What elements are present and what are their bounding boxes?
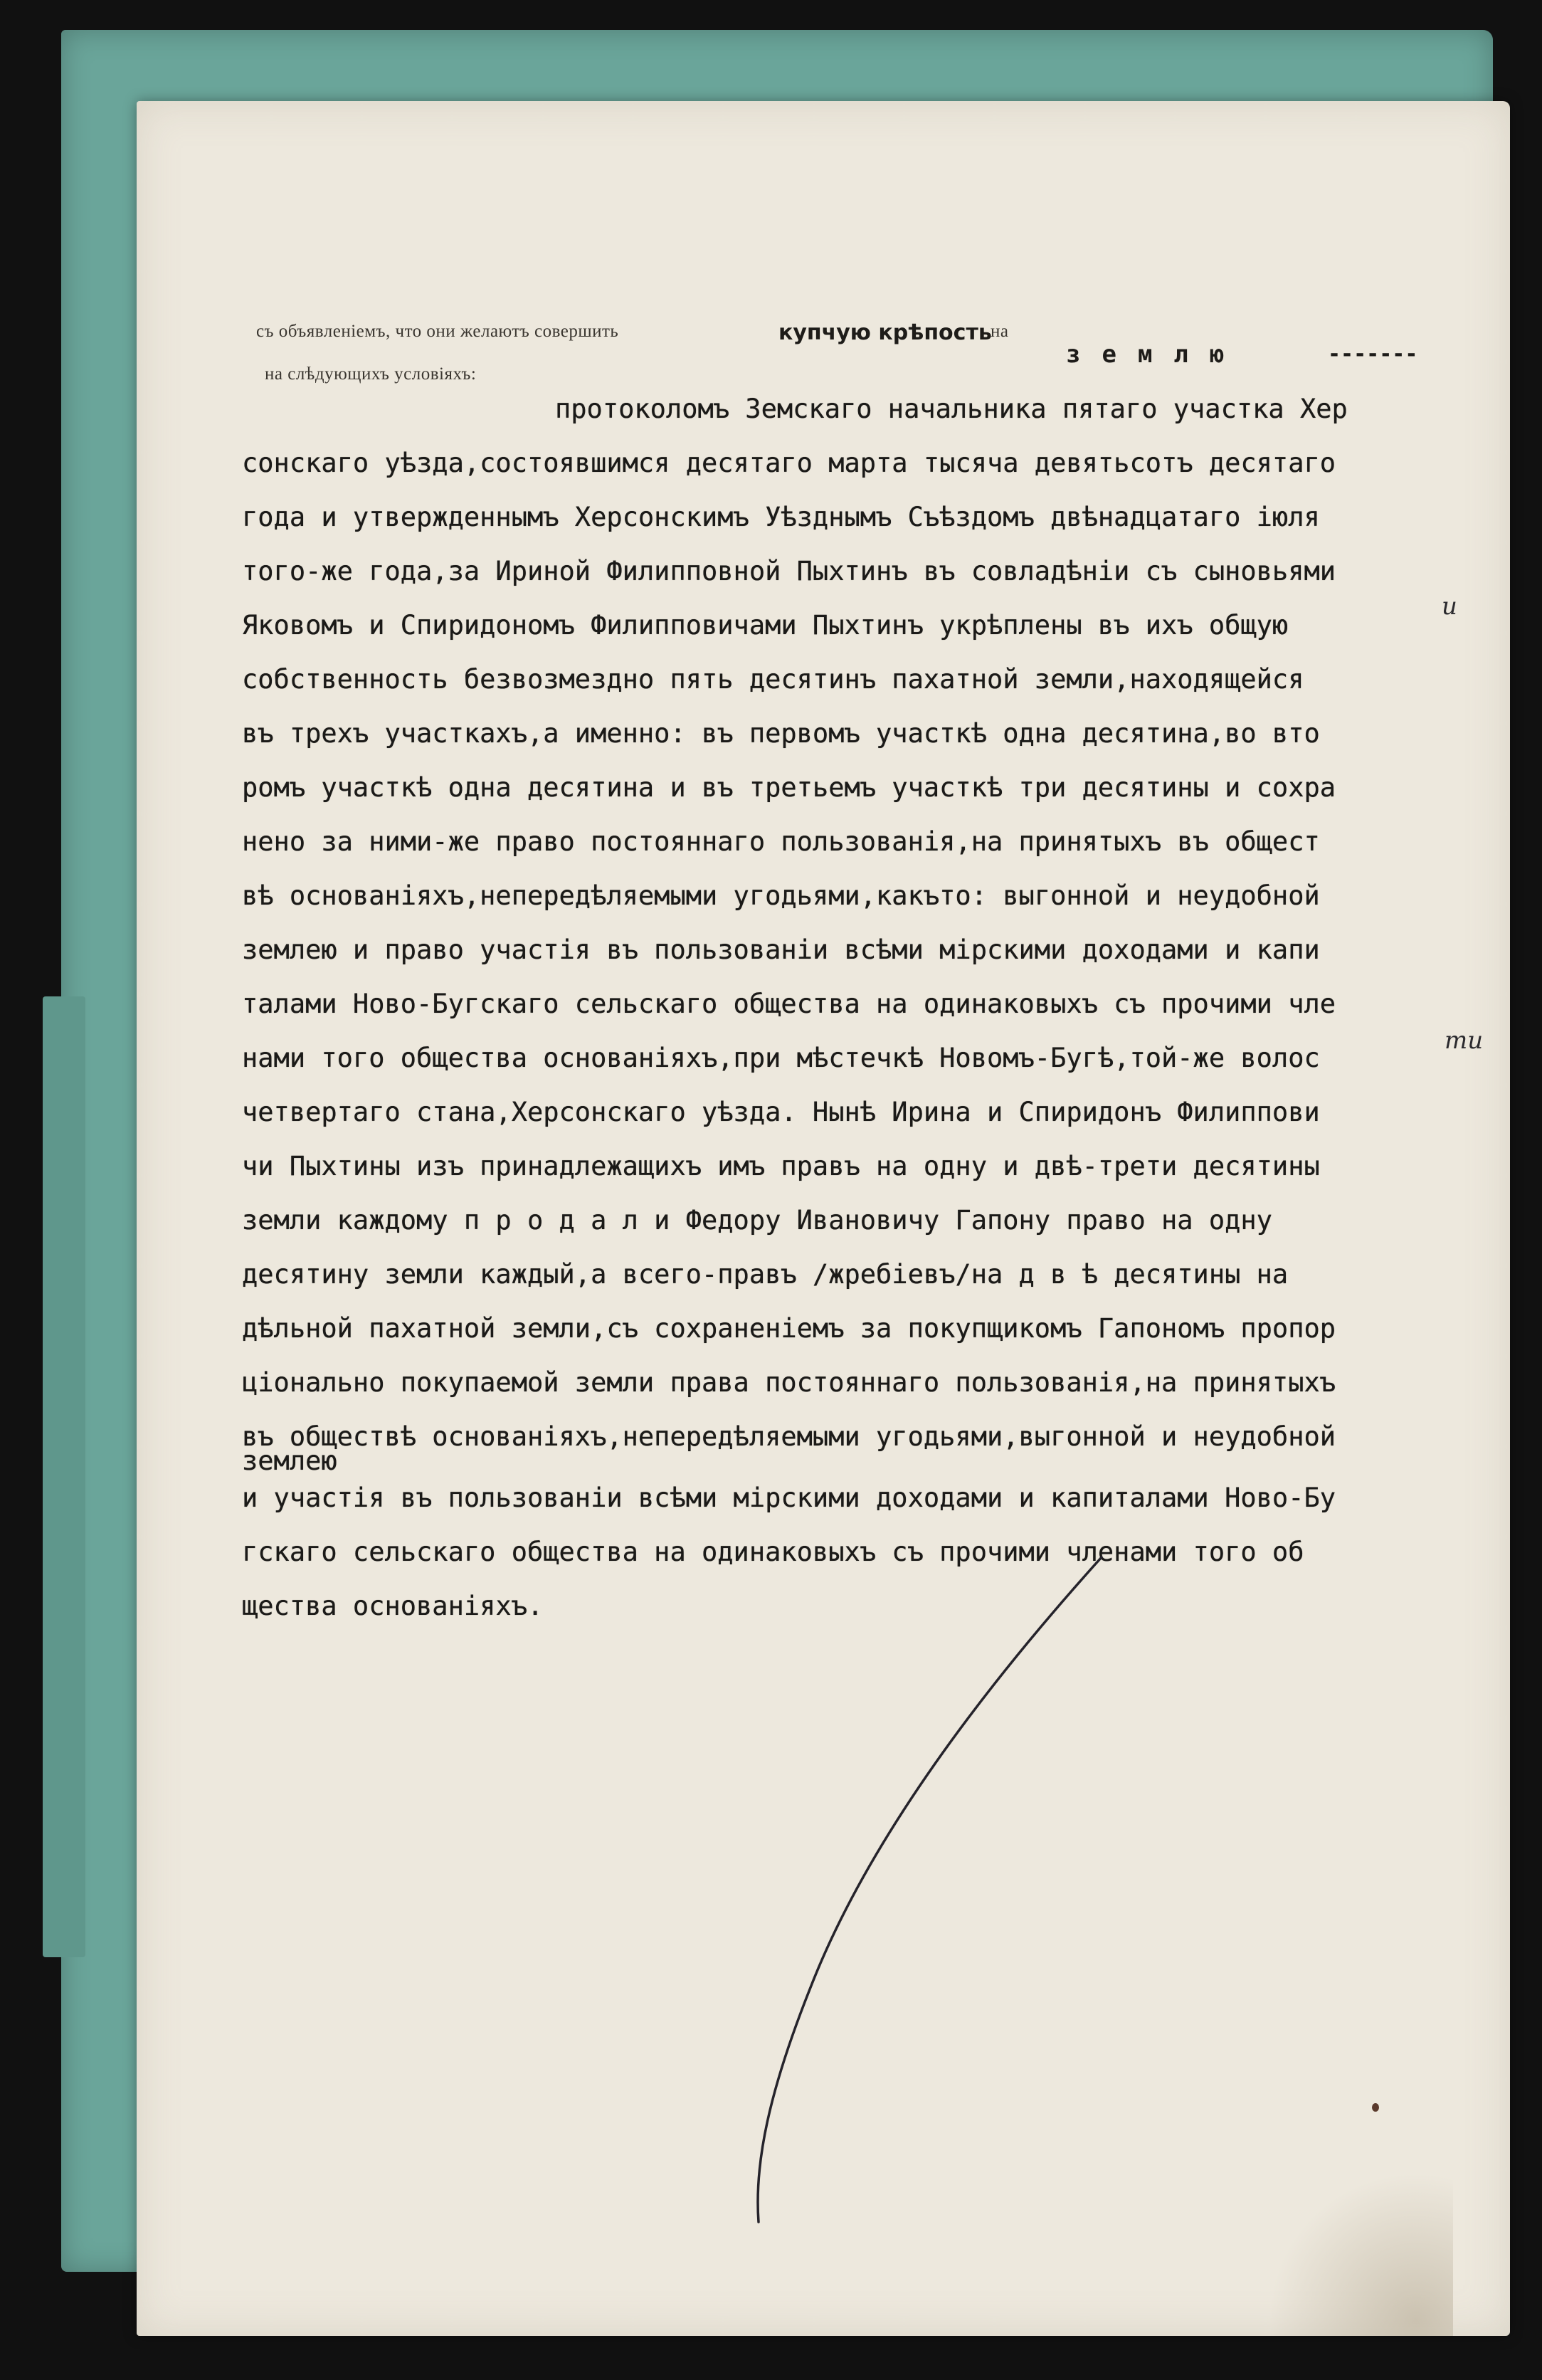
closing-line: гскаго сельскаго общества на одинаковыхъ съ прочими членами того об	[242, 1537, 1304, 1567]
body-line: вѣ основаніяхъ,непередѣляемыми угодьями,какъто: выгонной и неудобной	[242, 880, 1320, 911]
subject-word: землю	[1066, 340, 1246, 369]
inserted-word: землею	[242, 1446, 337, 1476]
printed-header-line1: съ объявленіемъ, что они желаютъ совершить	[256, 322, 619, 341]
body-line: протоколомъ Земскаго начальника пятаго участка Хер	[555, 394, 1348, 424]
body-line: десятину земли каждый,а всего-правъ /жребіевъ/на д в ѣ десятины на	[242, 1259, 1289, 1290]
handwritten-annotation: и	[1442, 592, 1457, 621]
closing-line: щества основаніяхъ.	[242, 1591, 544, 1621]
body-line: талами Ново-Бугскаго сельскаго общества на одинаковыхъ съ прочими чле	[242, 989, 1336, 1019]
body-line: собственность безвозмездно пять десятинъ пахатной земли,находящейся	[242, 664, 1304, 695]
body-line: въ обществѣ основаніяхъ,непередѣляемыми угодьями,выгонной и неудобной	[242, 1421, 1336, 1452]
body-line: земли каждому п р о д а л и Федору Ивановичу Гапону право на одну	[242, 1205, 1272, 1236]
body-line: нами того общества основаніяхъ,при мѣстечкѣ Новомъ-Бугѣ,той-же волос	[242, 1043, 1320, 1073]
body-line: Яковомъ и Спиридономъ Филипповичами Пыхтинъ укрѣплены въ ихъ общую	[242, 610, 1289, 641]
subject-dashes: -------	[1328, 342, 1418, 367]
ink-spot	[1372, 2103, 1379, 2112]
body-line: чи Пыхтины изъ принадлежащихъ имъ правъ на одну и двѣ-трети десятины	[242, 1151, 1320, 1181]
closing-line: и участія въ пользованіи всѣми мірскими доходами и капиталами Ново-Бу	[242, 1483, 1336, 1513]
body-line: ромъ участкѣ одна десятина и въ третьемъ участкѣ три десятины и сохра	[242, 772, 1336, 803]
body-line: ціонально покупаемой земли права постояннаго пользованія,на принятыхъ	[242, 1367, 1336, 1398]
body-line: въ трехъ участкахъ,а именно: въ первомъ участкѣ одна десятина,во вто	[242, 718, 1320, 749]
body-line: нено за ними-же право постояннаго пользованія,на принятыхъ въ общест	[242, 826, 1320, 857]
body-line: землею и право участія въ пользованіи всѣми мірскими доходами и капи	[242, 934, 1320, 965]
body-line: сонскаго уѣзда,состоявшимся десятаго марта тысяча девятьсотъ десятаго	[242, 448, 1336, 478]
body-line: дѣльной пахатной земли,съ сохраненіемъ за покупщикомъ Гапономъ пропор	[242, 1313, 1336, 1344]
handwritten-annotation: ти	[1445, 1026, 1484, 1055]
document-title: купчую крѣпость	[778, 320, 992, 345]
printed-header-line2: на слѣдующихъ условіяхъ:	[265, 364, 477, 384]
printed-header-na: на	[991, 322, 1009, 341]
body-line: четвертаго стана,Херсонскаго уѣзда. Нынѣ Ирина и Спиридонъ Филиппови	[242, 1097, 1320, 1127]
body-line: того-же года,за Ириной Филипповной Пыхтинъ въ совладѣніи съ сыновьями	[242, 556, 1336, 586]
body-line: года и утвержденнымъ Херсонскимъ Уѣзднымъ Съѣздомъ двѣнадцатаго іюля	[242, 502, 1320, 532]
